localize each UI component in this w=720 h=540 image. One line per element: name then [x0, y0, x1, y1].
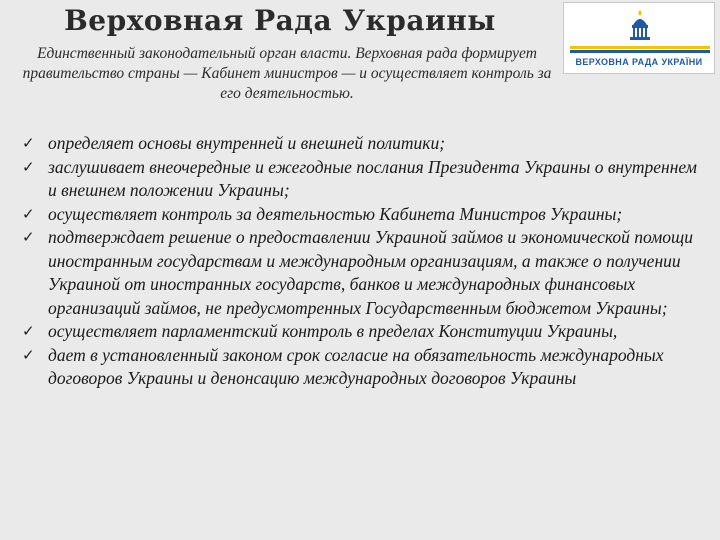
- list-item-text: определяет основы внутренней и внешней политики;: [48, 133, 446, 153]
- parliament-building-icon: [628, 9, 652, 43]
- list-item-text: осуществляет парламентский контроль в пределах Конституции Украины,: [48, 321, 618, 341]
- list-item: [22, 203, 702, 227]
- list-item: [22, 132, 702, 156]
- list-item-text: дает в установленный законом срок согласие на обязательность международных договоров Украины и денонсацию международных договоров Украины: [48, 344, 664, 388]
- subtitle-paragraph: Единственный законодательный орган власти. Верховная рада формирует правительство страны — Кабинет министров — и осуществляет контроль за его деятельностью.: [22, 45, 552, 102]
- list-item: [22, 226, 702, 320]
- check-icon: ✓: [22, 204, 35, 223]
- check-icon: ✓: [22, 322, 35, 340]
- list-item-text: подтверждает решение о предоставлении Украиной займов и экономической помощи иностранным государствам и международным организациям, а также о получении Украиной от иностранных государств, банков и международных финансовых организаций займов, не предусмотренных Государственным бюджетом Украины;: [48, 227, 693, 318]
- list-item-text: заслушивает внеочередные и ежегодные послания Президента Украины о внутреннем и внешнем положении Украины;: [48, 156, 697, 200]
- check-icon: ✓: [22, 157, 35, 176]
- page-title: Верховная Рада Украины: [64, 4, 496, 37]
- parliament-logo: [563, 2, 715, 74]
- bullet-list: [22, 132, 702, 391]
- check-icon: ✓: [22, 345, 35, 364]
- logo-yellow-stripe: [570, 46, 710, 49]
- check-icon: ✓: [22, 134, 35, 152]
- list-item: [22, 156, 702, 203]
- list-item: [22, 320, 702, 344]
- list-item-text: осуществляет контроль за деятельностью Кабинета Министров Украины;: [48, 203, 623, 224]
- logo-text: ВЕРХОВНА РАДА УКРАЇНИ: [575, 57, 703, 67]
- check-icon: ✓: [22, 228, 35, 246]
- logo-blue-stripe: [570, 50, 710, 53]
- list-item: [22, 344, 702, 391]
